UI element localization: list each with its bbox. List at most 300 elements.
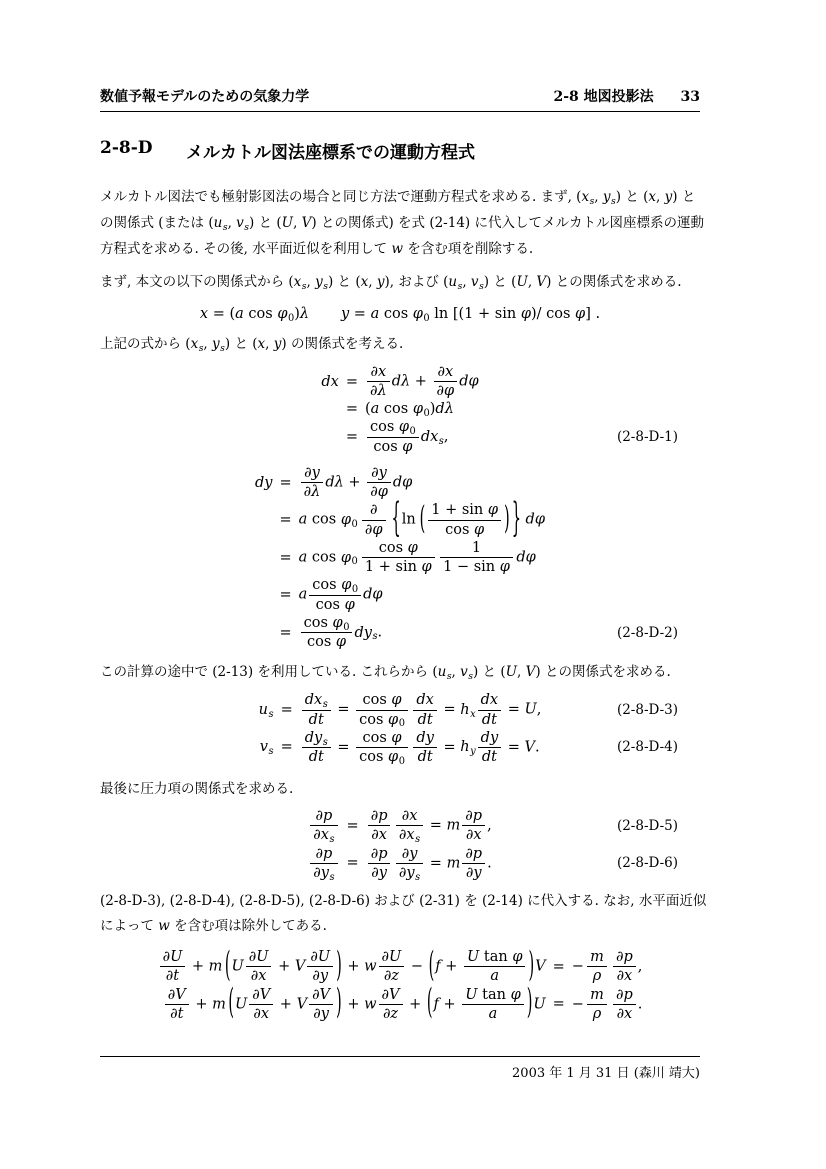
equation-lhs: [255, 475, 272, 491]
math-run: cos: [362, 729, 392, 746]
math-run: ∂x: [616, 968, 633, 985]
text-line: の関係式 (または (us, vs) と (U, V) との関係式) を式 (2-14) に代入してメルカトル図座標系の運動: [100, 215, 704, 233]
math-run: ∂y: [313, 1005, 329, 1022]
equation-relation: [272, 587, 298, 603]
math-run: =: [425, 855, 447, 872]
fraction: [368, 846, 391, 881]
math-run: φ: [512, 949, 523, 966]
equation-tag: (2-8-D-2): [616, 624, 678, 641]
math-run: =: [280, 739, 293, 756]
math-run: ∂p: [616, 986, 633, 1003]
math-run: cos: [307, 634, 336, 651]
math-run: ∂p: [370, 845, 388, 862]
equation-dy-derivation: [100, 465, 700, 650]
section-title: メルカトル図法座標系での運動方程式: [186, 143, 475, 163]
math-run: ∂p: [616, 949, 633, 966]
math-run: a: [235, 306, 244, 322]
fraction: [367, 419, 419, 454]
math-run: ∂V: [252, 986, 271, 1003]
fraction: [309, 577, 361, 612]
math-run: +: [342, 958, 365, 975]
math-run: ∂x: [616, 1005, 633, 1022]
math-run: a: [298, 587, 308, 604]
math-run: =: [552, 996, 565, 1013]
math-run: ∂z: [383, 968, 399, 985]
math-run: −: [571, 958, 584, 975]
math-run: +: [343, 474, 366, 491]
math-run: dλ: [435, 401, 454, 418]
fraction: [362, 540, 435, 575]
math-run: ∂xs: [313, 827, 335, 846]
math-run: dt: [417, 711, 433, 728]
equation-lhs: [321, 374, 338, 390]
equation-lhs: [158, 949, 546, 984]
math-run: (U, V): [511, 274, 552, 290]
equation-lhs: [163, 984, 546, 1023]
math-run: φ0: [341, 577, 359, 596]
math-run: dt: [481, 748, 497, 765]
fraction: [302, 730, 331, 765]
big-delimiter: (: [228, 984, 234, 1023]
big-delimiter: (: [426, 984, 433, 1023]
math-run: cos: [379, 401, 413, 418]
section-number: 2-8-D: [100, 138, 153, 158]
math-run: ∂p: [315, 808, 333, 825]
fraction: [307, 949, 333, 984]
math-run: =: [349, 306, 371, 322]
math-run: ,: [536, 702, 542, 719]
math-run: )/ cos: [530, 306, 576, 322]
math-run: ∂ys: [398, 864, 421, 883]
math-run: f: [433, 996, 439, 1013]
math-run: φ0: [340, 549, 358, 568]
math-run: ∂p: [465, 808, 483, 825]
math-run: cos: [378, 539, 408, 556]
fraction: [379, 987, 403, 1022]
equation-rhs: [299, 577, 383, 612]
equation-motion-final: [100, 949, 700, 1022]
math-run: ∂y: [465, 864, 482, 881]
math-run: =: [280, 702, 293, 719]
page-header: [100, 0, 700, 112]
fraction: [249, 987, 273, 1022]
math-run: .: [637, 996, 643, 1013]
math-run: φ: [335, 634, 347, 651]
text-line: まず, 本文の以下の関係式から (xs, ys) と (x, y), および (us, vs) と (U, V) との関係式を求める.: [100, 274, 682, 292]
equation-rhs: [365, 364, 479, 399]
math-run: cos: [307, 512, 341, 529]
equation-pressure-relations: [100, 808, 700, 881]
equation-rhs: [572, 987, 643, 1022]
fraction: [379, 949, 405, 984]
math-run: ∂x: [465, 827, 482, 844]
page-content: [100, 0, 707, 1023]
math-run: V: [535, 958, 546, 975]
math-run: (xs, ys): [576, 189, 622, 207]
math-run: =: [279, 474, 292, 491]
text-line: メルカトル図法でも極射影図法の場合と同じ方法で運動方程式を求める. まず, (xs, ys) と (x, y) と: [100, 189, 696, 207]
fraction: [368, 808, 391, 843]
paragraph-pressure-intro: [100, 777, 700, 802]
math-run: tan: [477, 986, 511, 1003]
math-run: ∂x: [250, 968, 267, 985]
math-run: +: [410, 373, 432, 390]
math-run: ∂: [369, 502, 378, 519]
equation-relation: [272, 550, 298, 566]
math-run: a: [370, 401, 380, 418]
math-run: cos: [362, 692, 392, 709]
math-run: ∂y: [371, 864, 387, 881]
math-run: ∂U: [310, 949, 331, 966]
fraction: [302, 692, 331, 727]
math-run: (us, vs): [443, 274, 490, 292]
math-run: us: [258, 702, 274, 720]
math-run: +: [438, 996, 461, 1013]
math-run: dφ: [459, 373, 479, 390]
math-run: tan: [479, 949, 513, 966]
math-run: ] .: [585, 306, 601, 322]
math-run: =: [279, 512, 292, 529]
math-run: ∂p: [465, 845, 483, 862]
math-run: φ: [487, 502, 499, 519]
math-run: φ: [499, 559, 510, 576]
equation-rhs: [366, 808, 492, 846]
fraction: [310, 808, 337, 846]
fraction: [301, 465, 324, 500]
math-run: ∂x: [370, 364, 387, 380]
math-run: 1 + sin: [431, 502, 488, 519]
math-run: φ: [474, 521, 485, 538]
math-run: +: [190, 996, 213, 1013]
header-page-number: 33: [680, 89, 700, 105]
equation-rhs: [300, 730, 540, 765]
math-run: =: [345, 401, 358, 418]
math-run: dφ: [392, 474, 413, 491]
math-run: dφ: [525, 512, 545, 529]
math-run: −: [571, 996, 584, 1013]
math-run: φ: [421, 559, 432, 576]
text-line: (2-8-D-3), (2-8-D-4), (2-8-D-5), (2-8-D-6) および (2-31) を (2-14) に代入する. なお, 水平面近似: [100, 893, 707, 910]
math-run: .: [377, 624, 383, 641]
math-run: φ: [391, 729, 402, 746]
equation-rhs: [300, 692, 542, 730]
equation-relation: [274, 702, 300, 718]
equation-relation: [339, 374, 365, 390]
header-section-number: 2-8: [553, 89, 579, 105]
paragraph-uv-relation: [100, 660, 700, 686]
math-run: =: [345, 429, 358, 446]
math-run: m: [590, 986, 604, 1003]
equation-rhs: [572, 949, 643, 984]
math-run: =: [279, 549, 292, 566]
math-run: ∂λ: [369, 383, 387, 400]
math-run: φ0: [398, 419, 416, 438]
math-run: ln [(1 + sin: [429, 306, 521, 322]
equation-relation: [272, 475, 298, 491]
equation-rhs: [299, 615, 382, 650]
math-run: ∂x: [371, 827, 387, 844]
math-run: =: [438, 739, 461, 756]
math-run: .: [535, 739, 540, 756]
math-run: cos: [315, 596, 345, 613]
math-run: φ0: [277, 306, 295, 324]
math-run: +: [342, 996, 365, 1013]
math-run: dxs: [420, 429, 444, 447]
fraction: [462, 846, 485, 881]
fraction: [434, 364, 458, 399]
math-run: dx: [321, 373, 339, 390]
math-run: ∂y: [371, 464, 387, 481]
math-run: dys: [304, 729, 328, 748]
math-run: dλ: [391, 373, 411, 390]
equation-relation: [546, 996, 572, 1012]
equation-relation: [340, 855, 366, 871]
math-run: +: [404, 996, 426, 1013]
math-run: ): [294, 306, 300, 322]
math-run: =: [279, 587, 292, 604]
fraction: [613, 949, 636, 984]
fraction: [310, 846, 337, 881]
math-run: ∂xs: [398, 827, 421, 846]
math-run: =: [346, 817, 359, 834]
math-run: ∂x: [253, 1005, 270, 1022]
math-run: ,: [637, 958, 643, 975]
math-run: m: [212, 996, 226, 1013]
big-delimiter: (: [224, 947, 231, 986]
math-run: =: [279, 624, 292, 641]
math-run: =: [332, 739, 355, 756]
math-run: dx: [480, 692, 499, 709]
math-run: dy: [416, 729, 434, 746]
equation-relation: [340, 818, 366, 834]
math-run: (us, vs): [208, 215, 255, 233]
math-run: ∂x: [437, 364, 454, 380]
equation-relation: [272, 625, 298, 641]
math-run: =: [503, 702, 525, 719]
math-run: ∂t: [165, 968, 180, 985]
fraction: [413, 730, 436, 765]
math-run: ln: [401, 512, 416, 529]
equation-rhs: [365, 419, 448, 454]
math-run: =: [438, 702, 461, 719]
paragraph-xy-relation: [100, 332, 700, 358]
fraction: [160, 949, 186, 984]
equation-lhs: [308, 808, 339, 846]
big-delimiter: }: [511, 497, 521, 542]
fraction: [464, 949, 525, 984]
math-run: V: [296, 996, 308, 1013]
equation-relation: [546, 959, 572, 975]
math-run: x: [199, 306, 209, 322]
math-run: ∂p: [315, 845, 333, 862]
math-run: a: [298, 512, 308, 529]
math-run: U: [524, 702, 537, 719]
math-run: +: [440, 958, 463, 975]
math-run: cos: [445, 521, 474, 538]
math-run: y: [341, 306, 350, 322]
fraction: [246, 949, 272, 984]
equation-tag: (2-8-D-3): [616, 702, 678, 719]
math-run: φ: [402, 438, 413, 455]
math-run: (xs, ys): [185, 336, 231, 354]
fraction: [356, 730, 408, 765]
equation-dx-derivation: [100, 364, 700, 455]
equation-relation: [339, 429, 365, 445]
fraction: [613, 987, 636, 1022]
fraction: [301, 615, 353, 650]
equation-relation: [274, 739, 300, 755]
equation-relation: [339, 401, 365, 417]
math-run: ∂y: [312, 968, 329, 985]
math-run: ∂λ: [303, 484, 321, 501]
equation-rhs: [299, 540, 536, 575]
math-run: m: [446, 855, 461, 872]
math-run: dt: [417, 748, 433, 765]
math-run: +: [187, 958, 209, 975]
math-run: U: [467, 949, 480, 966]
footer-date: 2003 年 1 月 31 日 (森川 靖大): [512, 1066, 700, 1081]
math-run: w: [364, 996, 377, 1013]
math-run: dxs: [304, 692, 328, 711]
math-run: m: [446, 817, 461, 834]
math-run: ,: [443, 429, 449, 446]
equation-rhs: [299, 465, 413, 500]
fraction: [428, 502, 501, 537]
math-run: ∂V: [381, 986, 400, 1003]
math-run: w: [158, 918, 170, 935]
big-delimiter: (: [419, 501, 426, 538]
math-run: =: [503, 739, 525, 756]
math-run: (U, V): [500, 664, 541, 681]
math-run: =: [345, 373, 358, 390]
math-run: ∂p: [370, 808, 388, 825]
math-run: ρ: [592, 968, 602, 985]
math-run: (x, y): [252, 336, 287, 352]
fraction: [478, 730, 501, 765]
math-run: (U, V): [276, 215, 317, 231]
equation-rhs: [364, 401, 454, 420]
text-line: この計算の途中で (2-13) を利用している. これらから (us, vs) と (U, V) との関係式を求める.: [100, 664, 671, 682]
math-run: ∂U: [248, 949, 269, 966]
math-run: cos: [373, 438, 403, 455]
math-run: ): [429, 401, 436, 418]
math-run: w: [391, 241, 404, 257]
math-run: .: [487, 855, 492, 872]
math-run: φ0: [388, 748, 405, 767]
fraction: [367, 364, 390, 399]
math-run: U: [231, 958, 244, 975]
paragraph-substitution-note: [100, 889, 707, 939]
math-run: =: [332, 702, 355, 719]
equation-tag: (2-8-D-5): [616, 817, 678, 834]
math-run: 1: [471, 539, 482, 556]
math-run: ∂z: [382, 1005, 399, 1022]
math-run: a: [370, 306, 380, 322]
page-footer: [100, 1056, 700, 1081]
math-run: dφ: [363, 587, 383, 604]
math-run: ∂φ: [370, 484, 388, 501]
equation-tag: (2-8-D-4): [616, 739, 678, 756]
fraction: [462, 808, 485, 843]
math-run: =: [425, 817, 447, 834]
math-run: cos: [312, 577, 342, 594]
math-run: ∂y: [304, 464, 320, 481]
big-delimiter: (: [428, 947, 435, 986]
math-run: (x, y): [643, 189, 678, 205]
math-run: V: [294, 958, 306, 975]
header-right: [553, 86, 700, 106]
math-run: a: [490, 968, 500, 985]
math-run: dy: [480, 729, 499, 746]
section-heading: [100, 138, 700, 163]
math-run: cos: [303, 614, 333, 631]
math-run: w: [364, 958, 377, 975]
math-run: ∂ys: [313, 864, 335, 883]
equation-coordinate-definitions: [100, 306, 700, 322]
equation-rhs: [366, 846, 492, 881]
math-run: m: [590, 949, 604, 966]
math-run: ∂V: [167, 986, 186, 1003]
math-run: φ0: [340, 512, 358, 530]
text-line: 最後に圧力項の関係式を求める.: [100, 781, 294, 798]
math-run: (us, vs): [432, 664, 479, 682]
big-delimiter: ): [336, 984, 342, 1023]
math-run: cos: [369, 419, 399, 436]
math-run: φ0: [412, 306, 430, 324]
header-book-title: 数値予報モデルのための気象力学: [100, 89, 310, 105]
text-line: によって w を含む項は除外してある.: [100, 918, 327, 935]
equation-lhs: [308, 846, 339, 881]
fraction: [478, 692, 501, 727]
math-run: φ: [391, 692, 402, 709]
math-run: cos: [379, 306, 413, 322]
fraction: [587, 987, 607, 1022]
math-run: φ0: [388, 711, 405, 730]
math-run: +: [273, 958, 295, 975]
math-run: hy: [460, 739, 476, 758]
fraction: [413, 692, 436, 727]
equation-lhs: [259, 739, 274, 758]
math-run: ∂U: [162, 949, 183, 966]
header-section-name: 地図投影法: [583, 89, 654, 105]
equation-tag: (2-8-D-1): [616, 429, 678, 446]
text-line: 上記の式から (xs, ys) と (x, y) の関係式を考える.: [100, 336, 404, 354]
math-run: a: [298, 549, 308, 566]
math-run: φ0: [332, 614, 350, 633]
math-run: 1 + sin: [364, 559, 422, 576]
math-run: ∂V: [312, 986, 331, 1003]
math-run: φ: [575, 306, 586, 322]
fraction: [396, 846, 423, 881]
math-run: ∂U: [381, 949, 402, 966]
fraction: [356, 692, 408, 730]
math-run: φ: [407, 539, 418, 556]
big-delimiter: {: [391, 497, 401, 542]
math-run: −: [406, 958, 428, 975]
math-run: (xs, ys): [288, 274, 334, 292]
fraction: [309, 987, 333, 1022]
math-run: dt: [308, 748, 324, 765]
math-run: ∂x: [401, 808, 418, 825]
math-run: dx: [416, 692, 434, 709]
math-run: +: [275, 996, 297, 1013]
math-run: = (: [208, 306, 236, 322]
big-delimiter: ): [336, 947, 342, 986]
fraction: [440, 540, 513, 575]
math-run: dys: [354, 624, 378, 643]
equation-relation: [272, 512, 298, 528]
math-run: vs: [259, 739, 274, 758]
